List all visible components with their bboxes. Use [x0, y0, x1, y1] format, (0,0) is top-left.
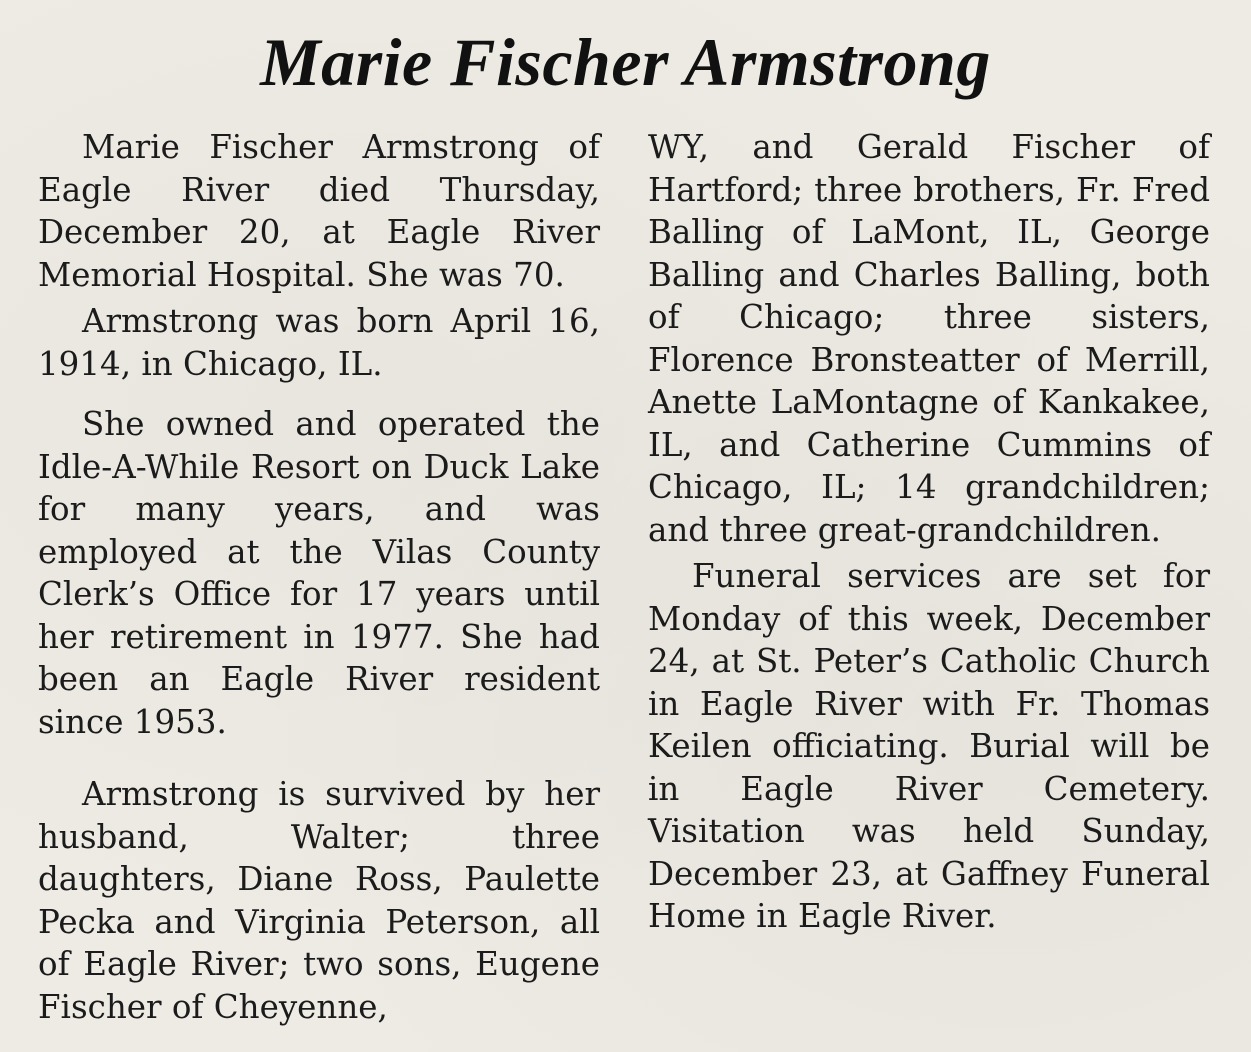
survivors-paragraph: Armstrong is survived by her husband, Walter; three daughters, Diane Ross, Paulette Pecka and Virginia Peterson, all of Eagle River; two sons, Eugene Fischer of Cheyenne,: [38, 775, 600, 1026]
right-column: [648, 126, 1210, 938]
birth-paragraph: Armstrong was born April 16, 1914, in Chicago, IL.: [38, 302, 600, 383]
death-notice-paragraph: Marie Fischer Armstrong of Eagle River died Thursday, December 20, at Eagle River Memorial Hospital. She was 70.: [38, 128, 600, 294]
left-column: [38, 126, 600, 1028]
obituary-headline: Marie Fischer Armstrong: [260, 24, 991, 100]
funeral-services-paragraph: Funeral services are set for Monday of this week, December 24, at St. Peter’s Catholic Church in Eagle River with Fr. Thomas Keilen officiating. Burial will be in Eagle River Cemetery. Visitation was held Sunday, December 23, at Gaffney Funeral Home in Eagle River.: [648, 557, 1210, 935]
career-paragraph: She owned and operated the Idle-A-While Resort on Duck Lake for many years, and was employed at the Vilas County Clerk’s Office for 17 years until her retirement in 1977. She had been an Eagle River resident since 1953.: [38, 405, 600, 741]
survivors-paragraph-continued: WY, and Gerald Fischer of Hartford; three brothers, Fr. Fred Balling of LaMont, IL, George Balling and Charles Balling, both of Chicago; three sisters, Florence Bronsteatter of Merrill, Anette LaMontagne of Kankakee, IL, and Catherine Cummins of Chicago, IL; 14 grandchildren; and three great-grandchildren.: [648, 128, 1210, 549]
